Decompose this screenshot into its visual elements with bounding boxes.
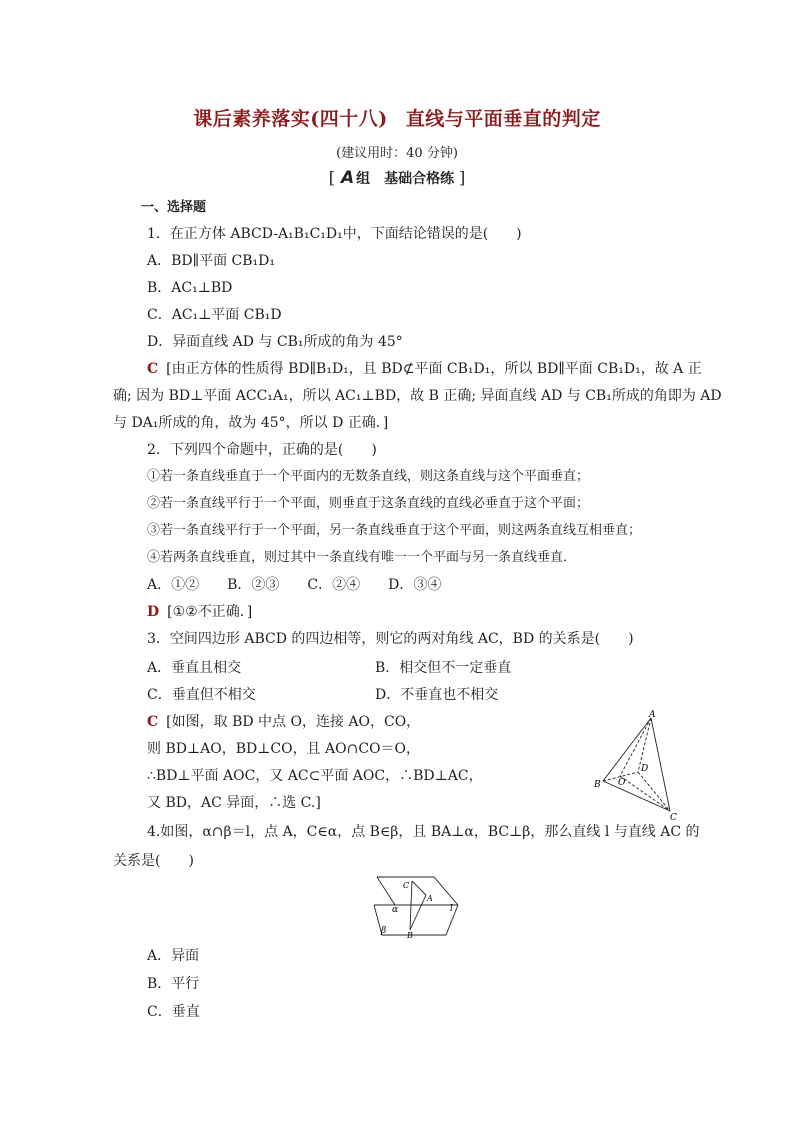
q4-stem-2: 关系是( ) (113, 853, 194, 869)
q3-explanation-4: 又 BD，AC 异面，∴选 C.] (147, 795, 321, 811)
q1-option-c: C．AC₁⊥平面 CB₁D (147, 307, 282, 323)
q1-answer: C (147, 361, 159, 377)
group-badge: A (340, 168, 355, 188)
fig4-label-c: C (403, 881, 410, 890)
q3-tetrahedron-figure (588, 708, 688, 823)
fig4-label-l: l (450, 904, 453, 914)
q3-option-d: D．不垂直也不相交 (375, 687, 499, 703)
q1-option-a: A．BD∥平面 CB₁D₁ (147, 253, 275, 269)
q3-stem: 3．空间四边形 ABCD 的四边相等，则它的两对角线 AC，BD 的关系是( ) (147, 631, 634, 647)
q3-answer: C (147, 714, 159, 730)
q2-proposition-4: ④若两条直线垂直，则过其中一条直线有唯一一个平面与另一条直线垂直． (147, 550, 577, 565)
q2-proposition-3: ③若一条直线平行于一个平面，另一条直线垂直于这个平面，则这两条直线互相垂直； (147, 523, 642, 538)
q1-explanation: C [由正方体的性质得 BD∥B₁D₁，且 BD⊄平面 CB₁D₁，所以 BD∥平面 CB₁D₁，故 A 正 (147, 361, 702, 377)
q1-explanation-3: 与 DA₁所成的角，故为 45°，所以 D 正确．] (113, 415, 389, 431)
q3-explanation: C [如图，取 BD 中点 O，连接 AO，CO， (147, 714, 421, 730)
suggested-time: (建议用时：40 分钟) (336, 146, 458, 161)
q1-option-d: D．异面直线 AD 与 CB₁所成的角为 45° (147, 334, 403, 350)
q3-explanation-2: 则 BD⊥AO，BD⊥CO，且 AO∩CO＝O， (147, 741, 421, 757)
q2-options: A．①② B．②③ C．②④ D．③④ (147, 577, 442, 593)
q3-option-c: C．垂直但不相交 (147, 687, 256, 703)
q3-option-a: A．垂直且相交 (147, 660, 242, 676)
q2-explanation: D [①②不正确．] (147, 604, 253, 620)
fig4-label-a: A (427, 894, 433, 903)
fig4-label-b: B (407, 931, 413, 939)
q1-explanation-2: 确; 因为 BD⊥平面 ACC₁A₁，所以 AC₁⊥BD，故 B 正确; 异面直线 AD 与 CB₁所成的角即为 AD (113, 388, 722, 404)
q2-proposition-1: ①若一条直线垂直于一个平面内的无数条直线，则这条直线与这个平面垂直； (147, 469, 590, 484)
q2-proposition-2: ②若一条直线平行于一个平面，则垂直于这条直线的直线必垂直于这个平面； (147, 496, 590, 511)
fig4-label-alpha: α (392, 905, 399, 915)
q2-stem: 2．下列四个命题中，正确的是( ) (147, 442, 377, 458)
q3-explanation-3: ∴BD⊥平面 AOC，又 AC⊂平面 AOC，∴BD⊥AC， (147, 768, 483, 784)
q4-option-c: C．垂直 (147, 1004, 200, 1020)
fig3-label-o: O (618, 778, 626, 788)
fig4-label-beta: β (381, 926, 387, 936)
q3-option-b: B．相交但不一定垂直 (375, 660, 512, 676)
fig3-label-a: A (649, 710, 656, 720)
q4-planes-figure (372, 873, 462, 939)
fig3-label-c: C (670, 813, 677, 823)
q2-answer: D (147, 604, 160, 620)
fig3-label-b: B (594, 780, 601, 790)
section-heading: 一、选择题 (141, 200, 207, 215)
q1-stem: 1．在正方体 ABCD-A₁B₁C₁D₁中，下面结论错误的是( ) (147, 226, 522, 242)
fig3-label-d: D (641, 764, 649, 774)
title-left: 课后素养落实(四十八) (193, 108, 388, 130)
q1-option-b: B．AC₁⊥BD (147, 280, 233, 296)
group-heading: [ A 组 基础合格练 ] (328, 168, 466, 188)
q4-option-b: B．平行 (147, 976, 200, 992)
q4-stem: 4.如图，α∩β＝l，点 A，C∈α，点 B∈β，且 BA⊥α，BC⊥β，那么直线 l 与直线 AC 的 (147, 824, 700, 840)
page-title (0, 104, 794, 131)
q4-option-a: A．异面 (147, 948, 200, 964)
title-right: 直线与平面垂直的判定 (405, 108, 601, 130)
